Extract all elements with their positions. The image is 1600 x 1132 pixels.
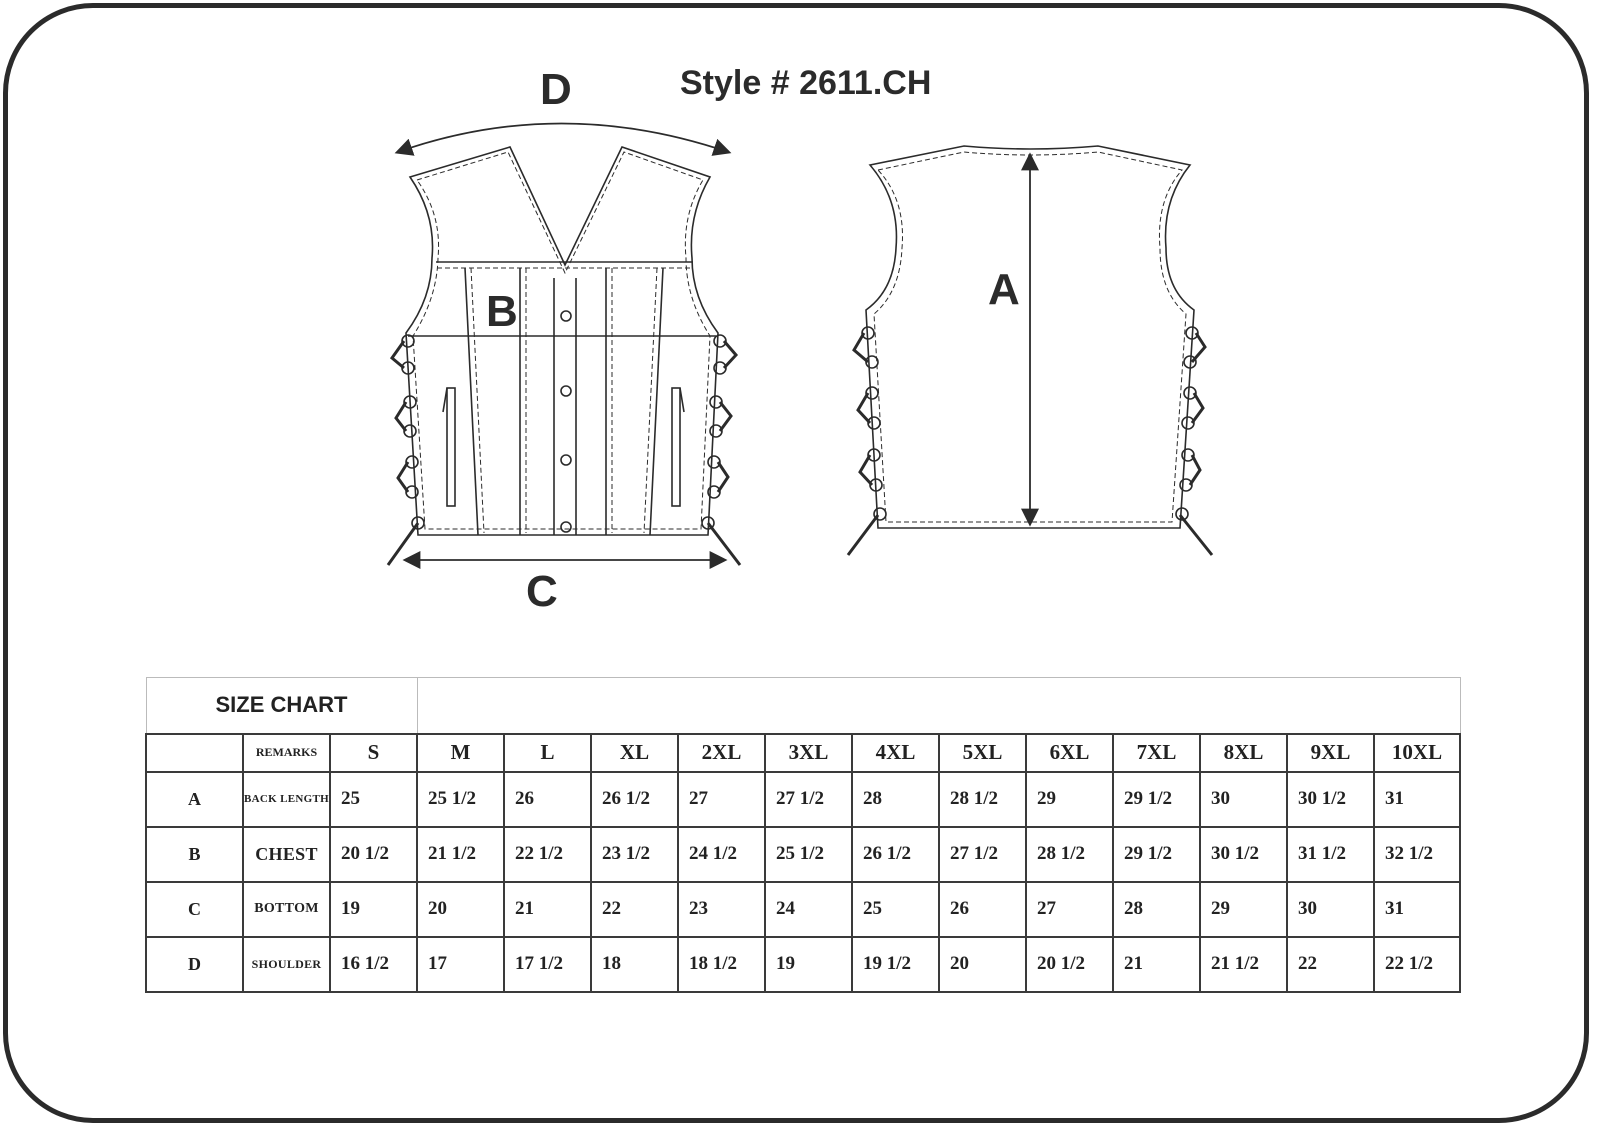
table-row — [146, 772, 1460, 827]
table-cell: 29 — [1026, 772, 1113, 827]
table-cell: 22 1/2 — [1374, 937, 1460, 992]
table-cell: 28 1/2 — [1026, 827, 1113, 882]
table-cell: 29 1/2 — [1113, 827, 1200, 882]
table-cell: 19 — [765, 937, 852, 992]
table-cell: 17 1/2 — [504, 937, 591, 992]
table-cell: 20 1/2 — [1026, 937, 1113, 992]
size-header: 10XL — [1374, 734, 1460, 772]
table-cell: 30 — [1287, 882, 1374, 937]
dimension-label-b: B — [486, 287, 518, 336]
table-cell: 18 1/2 — [678, 937, 765, 992]
size-header: M — [417, 734, 504, 772]
table-cell: 17 — [417, 937, 504, 992]
table-cell: 28 1/2 — [939, 772, 1026, 827]
table-cell: 20 — [939, 937, 1026, 992]
table-cell: 19 1/2 — [852, 937, 939, 992]
table-cell: 27 1/2 — [939, 827, 1026, 882]
size-header: 9XL — [1287, 734, 1374, 772]
dimension-label-c: C — [526, 567, 558, 616]
row-remark: BOTTOM — [243, 882, 330, 937]
table-cell: 31 — [1374, 882, 1460, 937]
table-cell: 19 — [330, 882, 417, 937]
table-cell: 30 — [1200, 772, 1287, 827]
row-remark: BACK LENGTH — [243, 772, 330, 827]
size-header: XL — [591, 734, 678, 772]
row-letter: C — [146, 882, 243, 937]
table-cell: 25 1/2 — [417, 772, 504, 827]
table-cell: 26 — [939, 882, 1026, 937]
size-header-row — [146, 734, 1460, 772]
table-row — [146, 882, 1460, 937]
table-row — [146, 827, 1460, 882]
table-cell: 24 — [765, 882, 852, 937]
table-row — [146, 937, 1460, 992]
size-header: 5XL — [939, 734, 1026, 772]
table-cell: 23 1/2 — [591, 827, 678, 882]
size-chart-title: SIZE CHART — [146, 678, 417, 734]
size-chart-table — [145, 677, 1461, 993]
remarks-header: REMARKS — [243, 734, 330, 772]
dimension-label-a: A — [988, 265, 1020, 314]
size-chart-title-row — [146, 678, 1460, 734]
size-header: 7XL — [1113, 734, 1200, 772]
size-header: 4XL — [852, 734, 939, 772]
table-cell: 23 — [678, 882, 765, 937]
table-cell: 26 1/2 — [591, 772, 678, 827]
table-cell: 26 — [504, 772, 591, 827]
table-cell: 32 1/2 — [1374, 827, 1460, 882]
table-cell: 16 1/2 — [330, 937, 417, 992]
table-cell: 18 — [591, 937, 678, 992]
shoulder-measure-arrow — [398, 124, 728, 153]
table-cell: 27 1/2 — [765, 772, 852, 827]
table-cell: 28 — [1113, 882, 1200, 937]
row-letter: A — [146, 772, 243, 827]
table-cell: 29 — [1200, 882, 1287, 937]
size-chart-title-blank — [417, 678, 1460, 734]
dimension-label-d: D — [540, 65, 572, 114]
row-letter: B — [146, 827, 243, 882]
table-cell: 21 — [1113, 937, 1200, 992]
size-header: 8XL — [1200, 734, 1287, 772]
row-letter: D — [146, 937, 243, 992]
row-remark: SHOULDER — [243, 937, 330, 992]
table-cell: 22 — [591, 882, 678, 937]
style-number-title: Style # 2611.CH — [680, 64, 932, 102]
table-cell: 22 — [1287, 937, 1374, 992]
table-cell: 31 1/2 — [1287, 827, 1374, 882]
vest-front-view — [388, 124, 740, 566]
vest-back-view — [848, 146, 1212, 555]
table-cell: 30 1/2 — [1287, 772, 1374, 827]
table-cell: 22 1/2 — [504, 827, 591, 882]
table-cell: 24 1/2 — [678, 827, 765, 882]
table-cell: 27 — [678, 772, 765, 827]
table-cell: 25 1/2 — [765, 827, 852, 882]
row-remark: CHEST — [243, 827, 330, 882]
table-cell: 20 — [417, 882, 504, 937]
table-cell: 20 1/2 — [330, 827, 417, 882]
table-cell: 31 — [1374, 772, 1460, 827]
table-cell: 21 — [504, 882, 591, 937]
table-cell: 27 — [1026, 882, 1113, 937]
table-cell: 30 1/2 — [1200, 827, 1287, 882]
table-cell: 29 1/2 — [1113, 772, 1200, 827]
table-cell: 21 1/2 — [417, 827, 504, 882]
size-header: S — [330, 734, 417, 772]
size-header: 6XL — [1026, 734, 1113, 772]
table-cell: 28 — [852, 772, 939, 827]
size-header: L — [504, 734, 591, 772]
table-cell: 21 1/2 — [1200, 937, 1287, 992]
table-cell: 26 1/2 — [852, 827, 939, 882]
table-cell: 25 — [330, 772, 417, 827]
header-blank-cell — [146, 734, 243, 772]
table-cell: 25 — [852, 882, 939, 937]
size-header: 2XL — [678, 734, 765, 772]
size-header: 3XL — [765, 734, 852, 772]
